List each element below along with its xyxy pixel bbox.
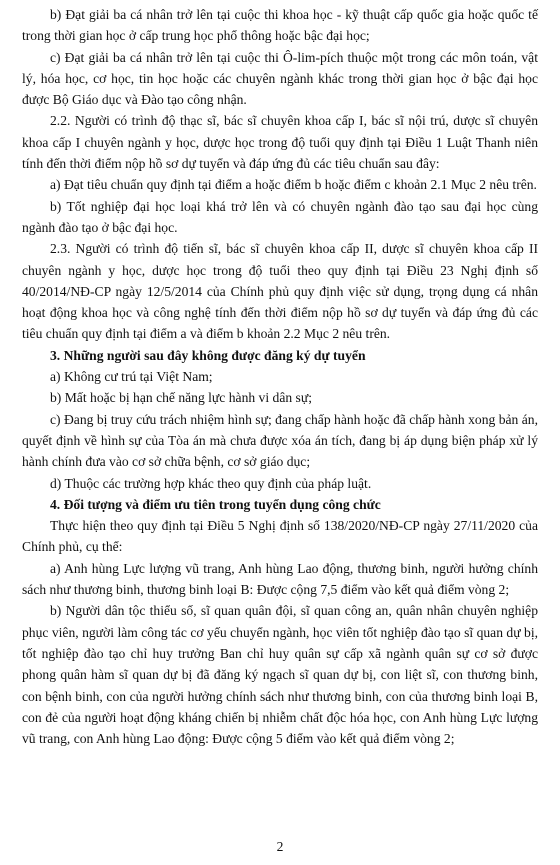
paragraph-2-1-b: b) Đạt giải ba cá nhân trở lên tại cuộc thi khoa học - kỹ thuật cấp quốc gia hoặc quốc tế trong thời gian học ở cấp trung học phổ thông hoặc bậc đại học;: [22, 7, 538, 44]
section-3-heading: 3. Những người sau đây không được đăng ký dự tuyển: [50, 347, 366, 363]
paragraph-3-d: d) Thuộc các trường hợp khác theo quy định của pháp luật.: [50, 475, 372, 491]
paragraph-4-a: a) Anh hùng Lực lượng vũ trang, Anh hùng Lao động, thương binh, người hưởng chính sách như thương binh, thương binh loại B: Được cộng 7,5 điểm vào kết quả điểm vòng 2;: [22, 560, 538, 598]
paragraph-3-a: a) Không cư trú tại Việt Nam;: [50, 369, 213, 385]
paragraph-4-intro: Thực hiện theo quy định tại Điều 5 Nghị định số 138/2020/NĐ-CP ngày 27/11/2020 của Chính phủ, cụ thể:: [22, 518, 538, 555]
paragraph-4-b: b) Người dân tộc thiểu số, sĩ quan quân đội, sĩ quan công an, quân nhân chuyên nghiệp phục viên, người làm công tác cơ yếu chuyển ngành, học viên tốt nghiệp đào tạo sĩ quan dự bị, tốt nghiệp đào tạo chỉ huy trưởng Ban chỉ huy quân sự cấp xã ngành quân sự cơ sở được phong quân hàm sĩ quan dự bị đã đăng ký ngạch sĩ quan dự bị, con liệt sĩ, con thương binh, con bệnh binh, con của người hưởng chính sách như thương binh, con của thương binh loại B, con đẻ của người hoạt động kháng chiến bị nhiễm chất độc hóa học, con Anh hùng Lực lượng vũ trang, con Anh hùng Lao động: Được cộng 5 điểm vào kết quả điểm vòng 2;: [22, 603, 538, 747]
paragraph-3-c: c) Đang bị truy cứu trách nhiệm hình sự; đang chấp hành hoặc đã chấp hành xong bản án, quyết định về hình sự của Tòa án mà chưa được xóa án tích, đang bị áp dụng biện pháp xử lý hành chính đưa vào cơ sở chữa bệnh, cơ sở giáo dục;: [22, 411, 538, 470]
page-number: 2: [276, 839, 284, 854]
section-4-heading: 4. Đối tượng và điểm ưu tiên trong tuyển dụng công chức: [50, 496, 381, 512]
paragraph-2-2-b: b) Tốt nghiệp đại học loại khá trở lên và có chuyên ngành đào tạo sau đại học cùng ngành đào tạo ở bậc đại học.: [22, 198, 538, 235]
paragraph-3-b: b) Mất hoặc bị hạn chế năng lực hành vi dân sự;: [50, 390, 312, 406]
paragraph-2-2-a: a) Đạt tiêu chuẩn quy định tại điểm a hoặc điểm b hoặc điểm c khoản 2.1 Mục 2 nêu trên.: [50, 177, 537, 193]
paragraph-2-3: 2.3. Người có trình độ tiến sĩ, bác sĩ chuyên khoa cấp II, dược sĩ chuyên khoa cấp II chuyên ngành y học, dược học trong độ tuổi theo quy định tại Điều 23 Nghị định số 40/2014/NĐ-CP ngày 12/5/2014 của Chính phủ quy định việc sử dụng, trọng dụng cá nhân hoạt động khoa học và công nghệ tính đến thời điểm nộp hồ sơ dự tuyển và đáp ứng đủ các tiêu chuẩn quy định tại điểm a và điểm b khoản 2.2 Mục 2 nêu trên.: [22, 241, 538, 342]
paragraph-2-2: 2.2. Người có trình độ thạc sĩ, bác sĩ chuyên khoa cấp I, bác sĩ nội trú, dược sĩ chuyên khoa cấp I chuyên ngành y học, dược học trong độ tuổi quy định tại Điều 1 Luật Thanh niên tính đến thời điểm nộp hồ sơ dự tuyển và đáp ứng đủ các tiêu chuẩn sau đây:: [22, 113, 538, 172]
paragraph-2-1-c: c) Đạt giải ba cá nhân trở lên tại cuộc thi Ô-lim-pích thuộc một trong các môn toán, vật lý, hóa học, cơ học, tin học hoặc các chuyên ngành khác trong thời gian học ở bậc đại học được Bộ Giáo dục và Đào tạo công nhận.: [22, 49, 538, 108]
